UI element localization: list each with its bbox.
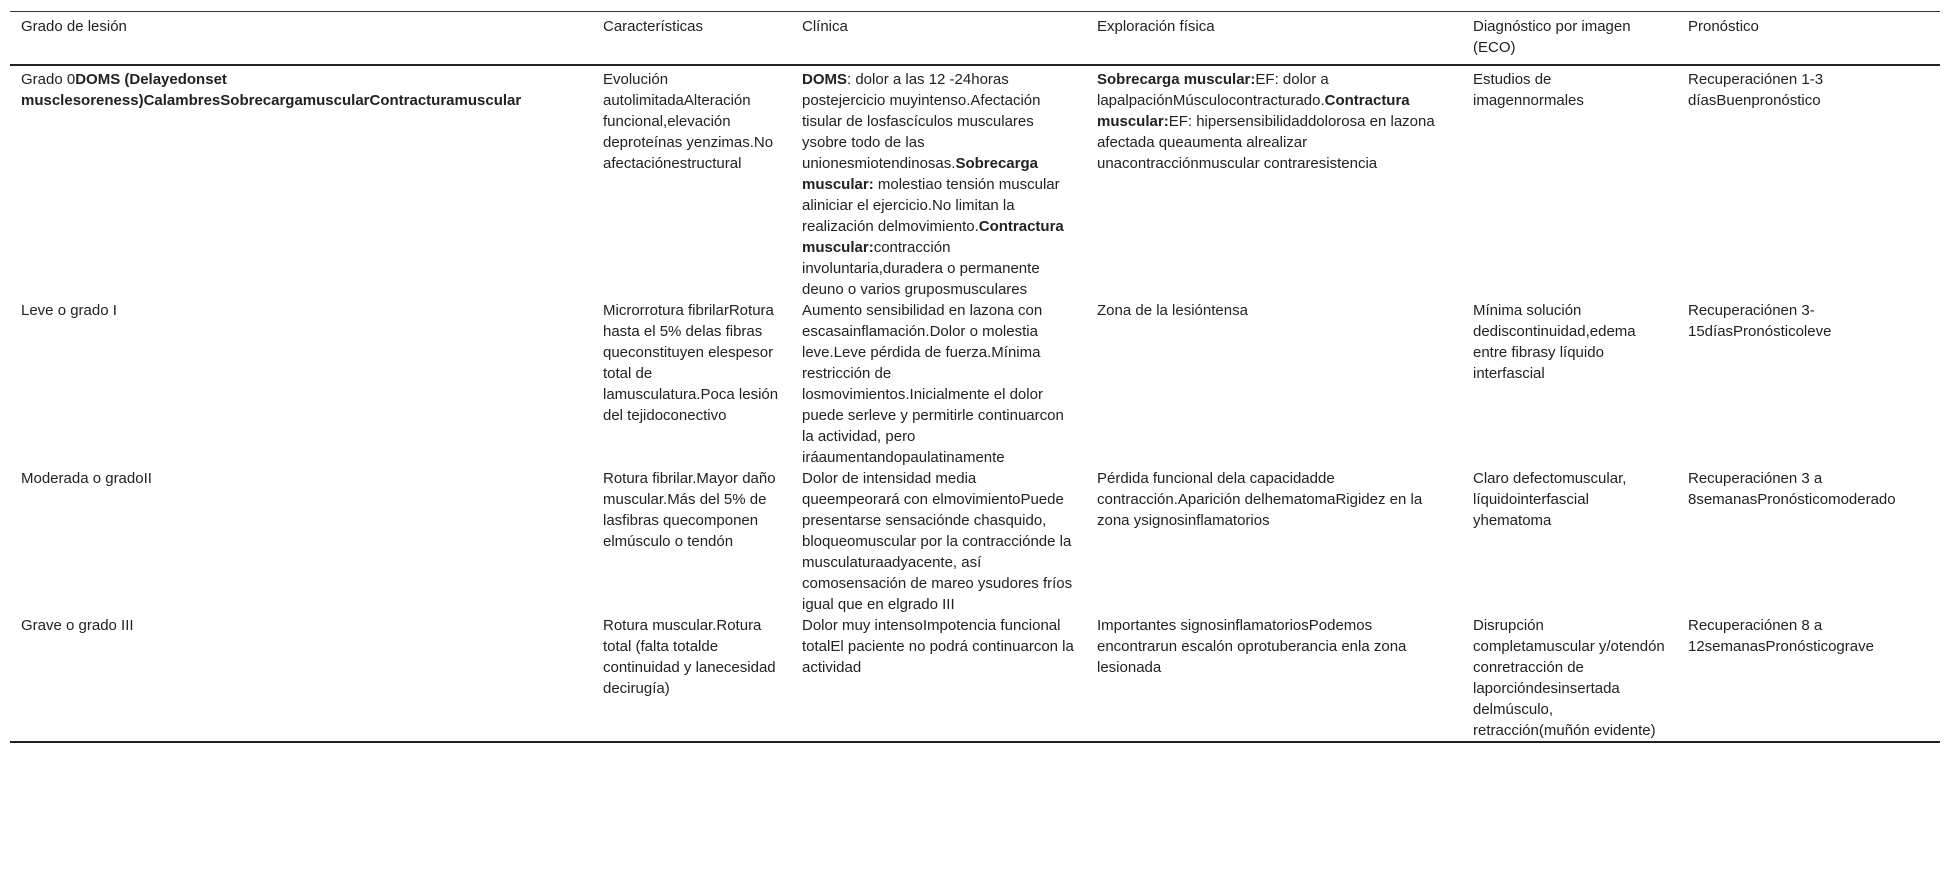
cell-caracteristicas: Microrrotura fibrilarRotura hasta el 5% delas fibras queconstituyen elespesor total de lamusculatura.Poca lesión del tejidoconectivo	[603, 302, 779, 424]
cell-caracteristicas: Rotura fibrilar.Mayor daño muscular.Más del 5% de lasfibras quecomponen elmúsculo o tendón	[603, 470, 776, 550]
header-diagnostico: Diagnóstico por imagen (ECO)	[1473, 18, 1631, 56]
cell-grade	[10, 65, 592, 300]
cell-grade: Moderada o gradoII	[21, 470, 152, 487]
exploracion-sobrecarga-label: Sobrecarga muscular:	[1097, 71, 1256, 88]
header-grado: Grado de lesión	[21, 18, 127, 35]
clinica-doms-text: : dolor a las 12 -24horas postejercicio muyintenso.Afectación tisular de losfascículos musculares ysobre todo de las unionesmiotendinosas.	[802, 71, 1041, 172]
clinica-contractura-text: contracción involuntaria,duradera o permanente deuno o varios gruposmusculares	[802, 239, 1040, 298]
cell-clinica: Dolor de intensidad media queempeorará con elmovimientoPuede presentarse sensaciónde chasquido, bloqueomuscular por la contracciónde la musculaturaadyacente, así comosensación de mareo ysudores fríos igual que en elgrado III	[802, 470, 1073, 613]
cell-clinica	[791, 65, 1086, 300]
cell-caracteristicas: Evolución autolimitadaAlteración funcional,elevación deproteínas yenzimas.No afectaciónestructural	[603, 71, 774, 172]
cell-exploracion: Zona de la lesióntensa	[1097, 302, 1248, 319]
header-clinica: Clínica	[802, 18, 848, 35]
grade-prefix: Grado 0	[21, 71, 76, 88]
clinica-doms-label: DOMS	[802, 71, 847, 88]
header-caracteristicas: Características	[603, 18, 704, 35]
table-row	[10, 615, 1940, 742]
injury-grades-table	[10, 11, 1940, 743]
cell-pronostico: Recuperaciónen 3-15díasPronósticoleve	[1688, 302, 1832, 340]
cell-diagnostico: Mínima solución dediscontinuidad,edema entre fibrasy líquido interfascial	[1473, 302, 1636, 382]
cell-exploracion: Importantes signosinflamatoriosPodemos encontrarun escalón oprotuberancia enla zona lesionada	[1097, 617, 1407, 676]
cell-exploracion: Pérdida funcional dela capacidadde contracción.Aparición delhematomaRigidez en la zona ysignosinflamatorios	[1097, 470, 1423, 529]
clinica-sobrecarga-text: molestiao tensión muscular aliniciar el ejercicio.No limitan la realización delmovimiento.	[802, 176, 1060, 235]
cell-exploracion	[1086, 65, 1462, 300]
table-row	[10, 468, 1940, 615]
exploracion-sobrecarga-text: EF: dolor a lapalpaciónMúsculocontracturado.	[1097, 71, 1329, 109]
cell-grade: Grave o grado III	[21, 617, 134, 634]
cell-clinica: Dolor muy intensoImpotencia funcional totalEl paciente no podrá continuarcon la actividad	[802, 617, 1074, 676]
header-pronostico: Pronóstico	[1688, 18, 1759, 35]
cell-pronostico: Recuperaciónen 1-3 díasBuenpronóstico	[1688, 71, 1824, 109]
cell-pronostico: Recuperaciónen 3 a 8semanasPronósticomoderado	[1688, 470, 1896, 508]
header-exploracion: Exploración física	[1097, 18, 1215, 35]
clinica-contractura-label: Contractura muscular:	[802, 218, 1064, 256]
cell-diagnostico: Claro defectomuscular, líquidointerfascial yhematoma	[1473, 470, 1627, 529]
cell-clinica: Aumento sensibilidad en lazona con escasainflamación.Dolor o molestia leve.Leve pérdida de fuerza.Mínima restricción de losmovimientos.Inicialmente el dolor puede serleve y permitirle continuarcon la actividad, pero iráaumentandopaulatinamente	[802, 302, 1064, 466]
grade-bold-terms: DOMS (Delayedonset musclesoreness)CalambresSobrecargamuscularContracturamuscular	[21, 71, 522, 109]
table-header-row	[10, 12, 1940, 66]
cell-pronostico: Recuperaciónen 8 a 12semanasPronósticograve	[1688, 617, 1874, 655]
cell-grade: Leve o grado I	[21, 302, 117, 319]
table-row	[10, 65, 1940, 300]
cell-caracteristicas: Rotura muscular.Rotura total (falta totalde continuidad y lanecesidad decirugía)	[603, 617, 776, 697]
exploracion-contractura-text: EF: hipersensibilidaddolorosa en lazona afectada queaumenta alrealizar unacontracciónmuscular contraresistencia	[1097, 113, 1435, 172]
cell-diagnostico: Disrupción completamuscular y/otendón conretracción de laporcióndesinsertada delmúsculo, retracción(muñón evidente)	[1473, 617, 1665, 739]
clinica-sobrecarga-label: Sobrecarga muscular:	[802, 155, 1038, 193]
cell-diagnostico: Estudios de imagennormales	[1473, 71, 1584, 109]
table-row	[10, 300, 1940, 468]
exploracion-contractura-label: Contractura muscular:	[1097, 92, 1410, 130]
